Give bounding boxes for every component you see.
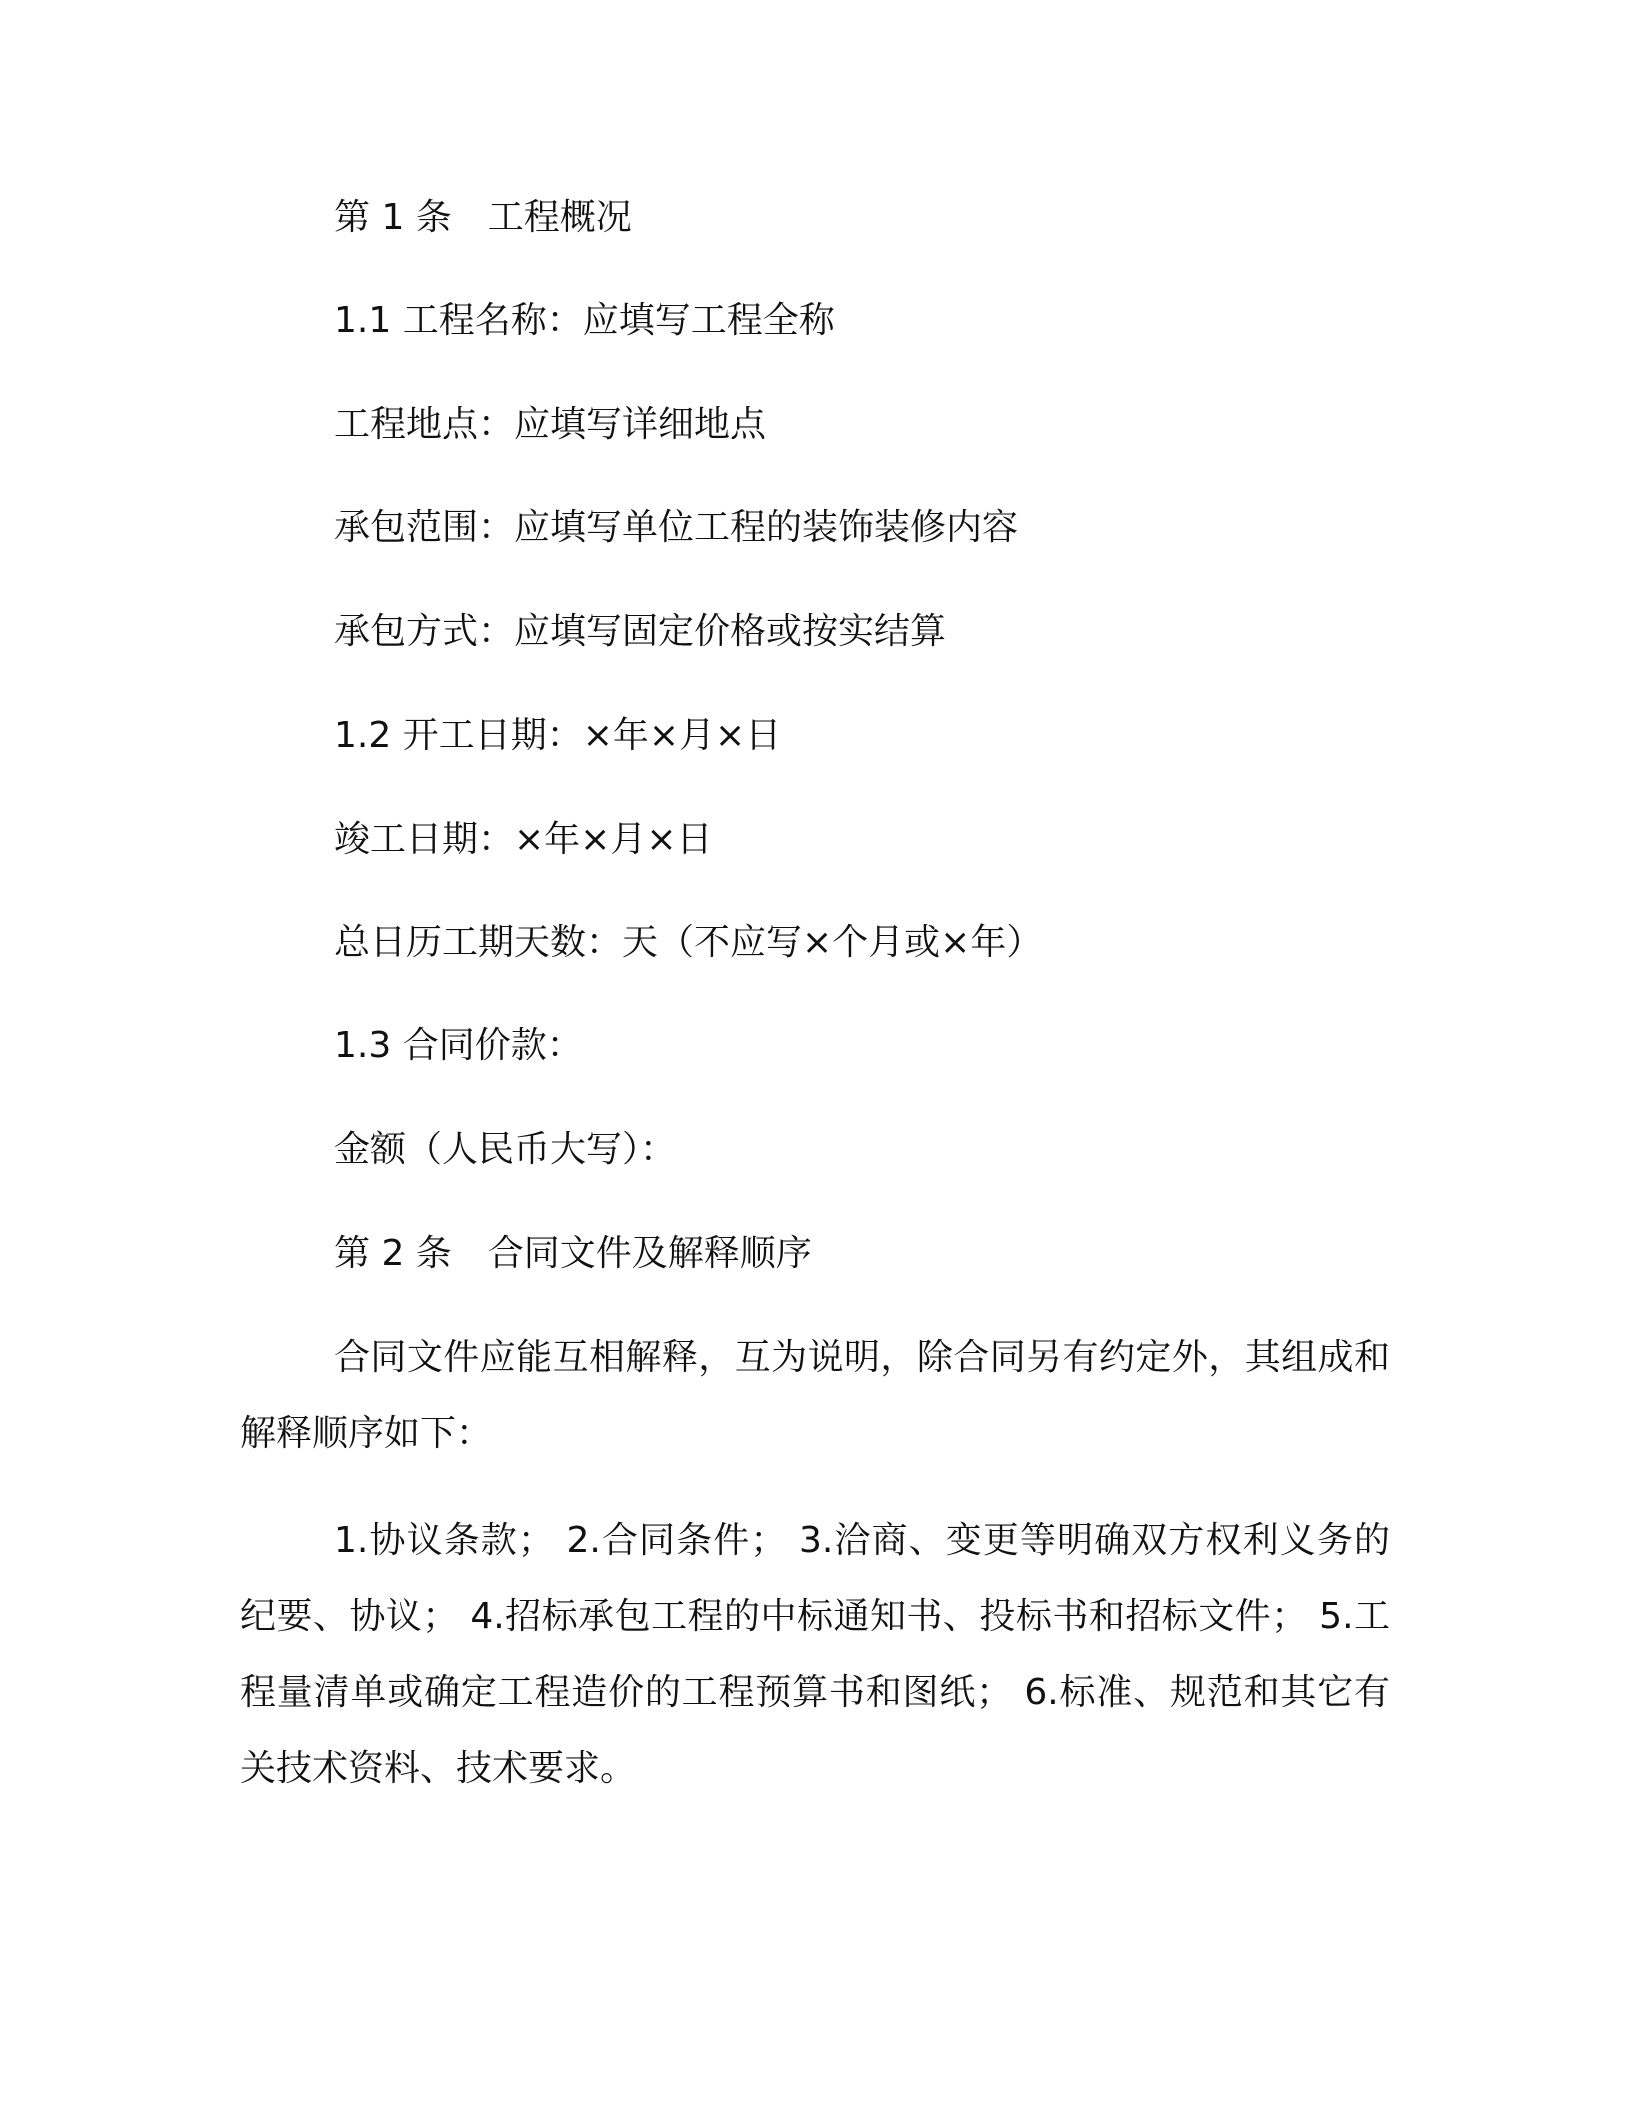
interpretation-paragraph: 合同文件应能互相解释，互为说明，除合同另有约定外，其组成和解释顺序如下： xyxy=(240,1337,1390,1454)
amount-line: 金额（人民币大写）： xyxy=(334,1129,677,1170)
contract-method-line: 承包方式：应填写固定价格或按实结算 xyxy=(334,611,947,652)
article-1-heading: 第 1 条 工程概况 xyxy=(334,197,632,238)
article-2-heading: 第 2 条 合同文件及解释顺序 xyxy=(334,1233,812,1274)
completion-date-line: 竣工日期：×年×月×日 xyxy=(334,819,713,860)
document-order-paragraph: 1.协议条款； 2.合同条件； 3.洽商、变更等明确双方权利义务的纪要、协议； 4.招标承包工程的中标通知书、投标书和招标文件； 5.工程量清单或确定工程造价的工程预算书和图纸； 6.标准、规范和其它有关技术资料、技术要求。 xyxy=(240,1520,1390,1789)
project-name-line: 1.1 工程名称：应填写工程全称 xyxy=(334,300,835,341)
contract-scope-line: 承包范围：应填写单位工程的装饰装修内容 xyxy=(334,507,1019,548)
total-duration-line: 总日历工期天数：天（不应写×个月或×年） xyxy=(334,922,1043,963)
project-location-line: 工程地点：应填写详细地点 xyxy=(334,404,767,445)
contract-price-line: 1.3 合同价款： xyxy=(334,1025,583,1066)
start-date-line: 1.2 开工日期：×年×月×日 xyxy=(334,715,782,756)
